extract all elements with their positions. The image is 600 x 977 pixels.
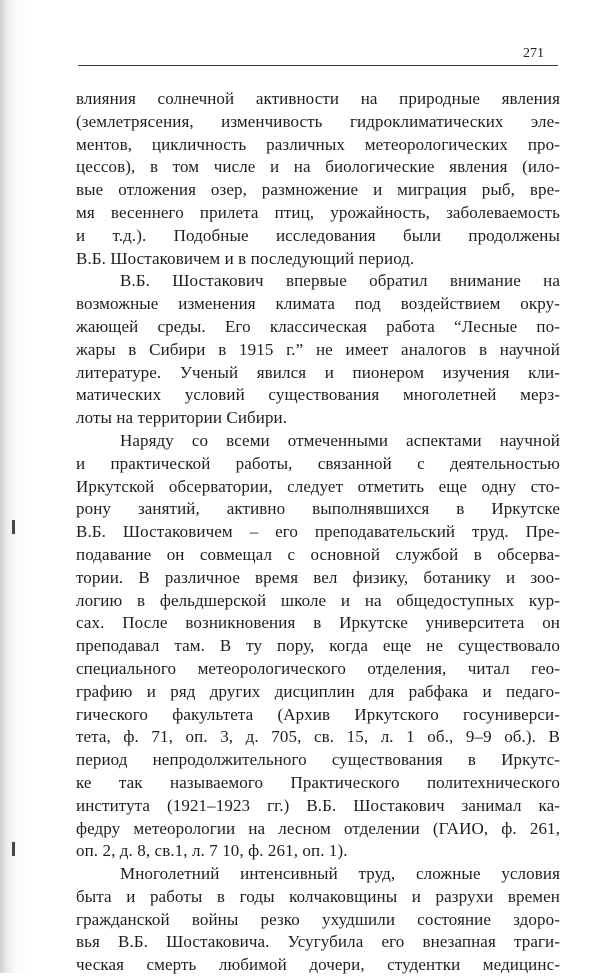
text-line: (землетрясения, изменчивость гидроклиматических эле- [76, 111, 560, 131]
text-line: и т.д.). Подобные исследования были продолжены [76, 225, 560, 245]
text-line: Наряду со всеми отмеченными аспектами научной [120, 430, 560, 450]
text-line: ке так называемого Практического политехнического [76, 772, 560, 792]
paragraph [76, 88, 560, 270]
text-line: логию в фельдшерской школе и на общедоступных кур- [76, 590, 560, 610]
paragraph [76, 430, 560, 863]
text-line: жающей среды. Его классическая работа “Лесные по- [76, 316, 560, 336]
text-line: гического факультета (Архив Иркутского госуниверси- [76, 704, 560, 724]
text-line: тории. В различное время вел физику, ботанику и зоо- [76, 567, 560, 587]
text-line: специального метеорологического отделения, читал гео- [76, 658, 560, 678]
text-line: лоты на территории Сибири. [76, 408, 288, 428]
text-line: и практической работы, связанной с деятельностью [76, 453, 560, 473]
text-line: В.Б. Шостакович впервые обратил внимание на [120, 271, 560, 291]
text-line: литературе. Ученый явился и пионером изучения кли- [76, 362, 560, 382]
text-line: рону занятий, активно выполнявшихся в Иркутске [76, 499, 560, 519]
binding-shadow-mark [12, 842, 15, 856]
text-line: цессов), в том числе и на биологические явления (ило- [76, 157, 560, 177]
text-line: быта и работы в годы колчаковщины и разрухи времен [76, 886, 560, 906]
text-line: преподавал там. В ту пору, когда еще не существовало [76, 636, 560, 656]
text-line: графию и ряд других дисциплин для рабфака и педаго- [76, 681, 560, 701]
text-line: матических условий существования многолетней мерз- [76, 385, 560, 405]
text-line: ментов, цикличность различных метеорологических про- [76, 134, 560, 154]
body-text [76, 88, 560, 977]
text-line: ческая смерть любимой дочери, студентки медицинс- [76, 955, 560, 975]
text-line: гражданской войны резко ухудшили состояние здоро- [76, 909, 560, 929]
header-rule [78, 65, 558, 66]
paragraph [76, 270, 560, 430]
text-line: В.Б. Шостаковичем – его преподавательский труд. Пре- [76, 522, 560, 542]
binding-shadow-mark [12, 520, 15, 534]
text-line: федру метеорологии на лесном отделении (ГАИО, ф. 261, [76, 818, 560, 838]
text-line: тета, ф. 71, оп. 3, д. 705, св. 15, л. 1 об., 9–9 об.). В [76, 727, 560, 747]
text-line: Многолетний интенсивный труд, сложные условия [120, 864, 560, 884]
text-line: сах. После возникновения в Иркутске университета он [76, 613, 560, 633]
text-line: В.Б. Шостаковичем и в последующий период. [76, 248, 415, 268]
text-line: подавание он совмещал с основной службой в обсерва- [76, 544, 560, 564]
text-line: мя весеннего прилета птиц, урожайность, заболеваемость [76, 202, 560, 222]
page-number: 271 [523, 46, 544, 61]
paragraph [76, 863, 560, 977]
text-line: вья В.Б. Шостаковича. Усугубила его внезапная траги- [76, 932, 560, 952]
text-line: период непродолжительного существования в Иркутс- [76, 750, 560, 770]
text-line: института (1921–1923 гг.) В.Б. Шостакович занимал ка- [76, 795, 560, 815]
text-line: вые отложения озер, размножение и миграция рыб, вре- [76, 180, 560, 200]
text-line: жары в Сибири в 1915 г.” не имеет аналогов в научной [76, 339, 560, 359]
text-line: возможные изменения климата под воздействием окру- [76, 294, 560, 314]
text-line: оп. 2, д. 8, св.1, л. 7 10, ф. 261, оп. 1). [76, 841, 348, 861]
text-line: Иркутской обсерватории, следует отметить еще одну сто- [76, 476, 560, 496]
text-line: влияния солнечной активности на природные явления [76, 89, 560, 108]
